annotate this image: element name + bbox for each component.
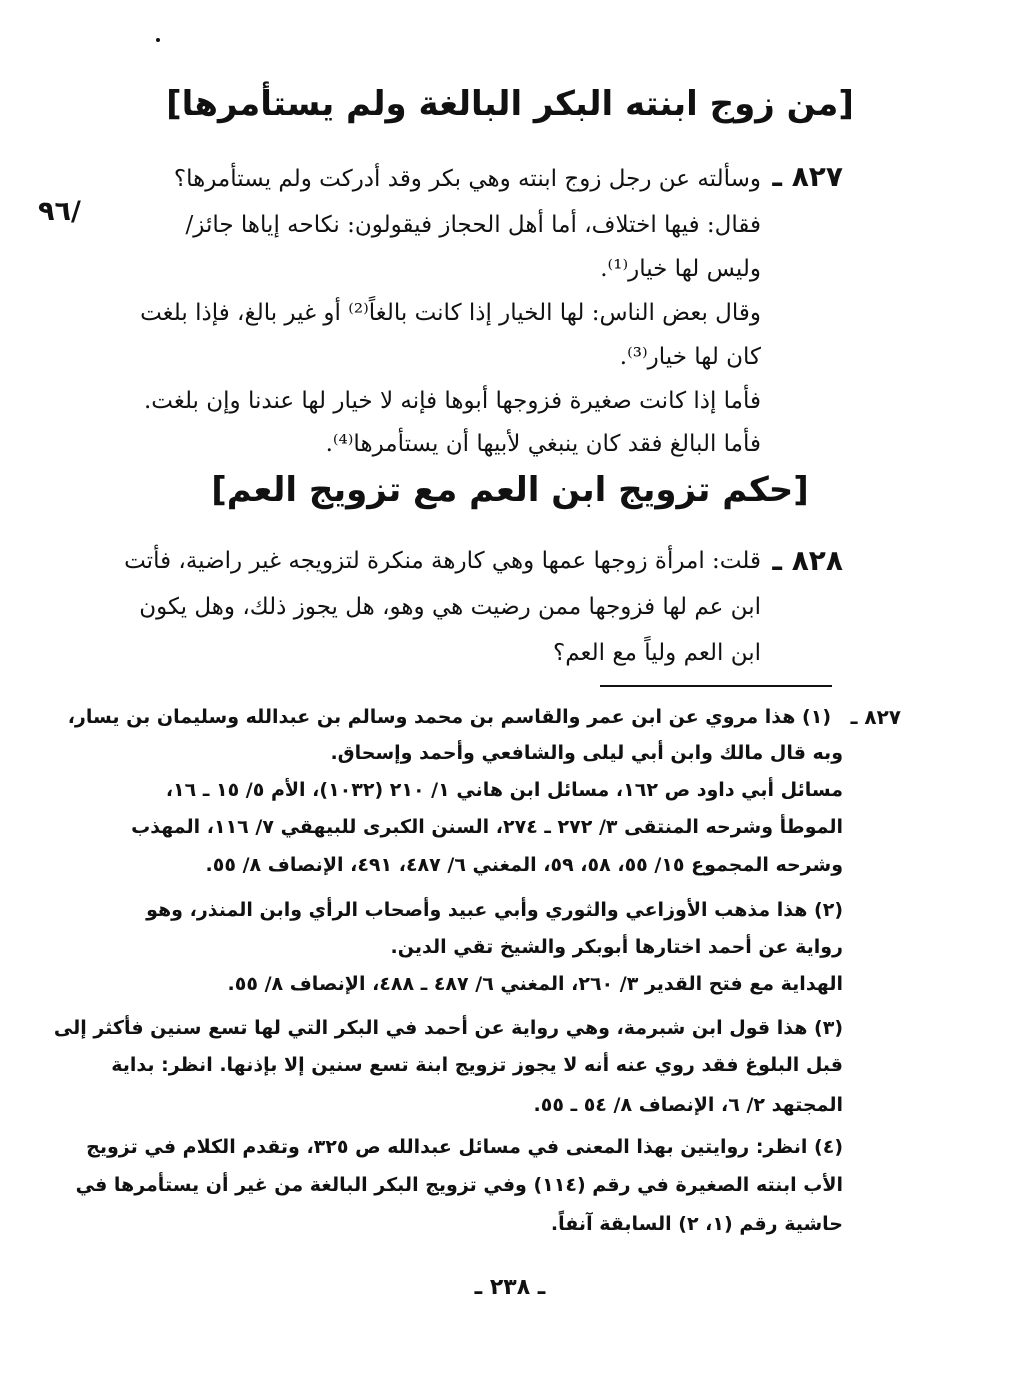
footnote-line-12: (٤) انظر: روايتين بهذا المعنى في مسائل عبدالله ص ٣٢٥، وتقدم الكلام في تزويج <box>86 1136 843 1158</box>
section-heading-1: [من زوج ابنته البكر البالغة ولم يستأمرها] <box>166 84 854 124</box>
issue-827-line-2: فقال: فيها اختلاف، أما أهل الحجاز فيقولون: نكاحه إياها جائز/ <box>185 212 761 238</box>
footnote-issue-number: ٨٢٧ ـ <box>850 705 901 729</box>
issue-827-line-3: وليس لها خيار⁽¹⁾. <box>600 256 761 282</box>
footnote-separator <box>600 685 832 687</box>
scan-speck <box>156 38 160 42</box>
footnote-line-2: وبه قال مالك وابن أبي ليلى والشافعي وأحمد وإسحاق. <box>330 742 843 764</box>
issue-828-line-2: ابن عم لها فزوجها ممن رضيت هي وهو، هل يجوز ذلك، وهل يكون <box>139 594 761 620</box>
footnote-line-13: الأب ابنته الصغيرة في رقم (١١٤) وفي تزويج البكر البالغة من غير أن يستأمرها في <box>75 1174 843 1196</box>
issue-828-line-3: ابن العم ولياً مع العم؟ <box>553 640 761 666</box>
issue-number-828: ٨٢٨ ـ <box>772 544 843 577</box>
issue-827-line-5: كان لها خيار⁽³⁾. <box>619 344 761 370</box>
footnote-line-8: الهداية مع فتح القدير ٣/ ٢٦٠، المغني ٦/ ٤٨٧ ـ ٤٨٨، الإنصاف ٨/ ٥٥. <box>227 973 843 995</box>
footnote-line-7: رواية عن أحمد اختارها أبوبكر والشيخ تقي الدين. <box>390 936 843 958</box>
margin-page-reference: ٩٦/ <box>38 196 81 227</box>
footnote-line-6: (٢) هذا مذهب الأوزاعي والثوري وأبي عبيد وأصحاب الرأي وابن المنذر، وهو <box>146 899 843 921</box>
footnote-line-9: (٣) هذا قول ابن شبرمة، وهي رواية عن أحمد في البكر التي لها تسع سنين فأكثر إلى <box>53 1017 843 1039</box>
footnote-line-3: مسائل أبي داود ص ١٦٢، مسائل ابن هاني ١/ ٢١٠ (١٠٣٢)، الأم ٥/ ١٥ ـ ١٦، <box>165 779 843 801</box>
issue-827-line-4: وقال بعض الناس: لها الخيار إذا كانت بالغاً⁽²⁾ أو غير بالغ، فإذا بلغت <box>140 300 761 326</box>
footnote-line-5: وشرحه المجموع ١٥/ ٥٥، ٥٨، ٥٩، المغني ٦/ ٤٨٧، ٤٩١، الإنصاف ٨/ ٥٥. <box>205 854 843 876</box>
issue-828-line-1: قلت: امرأة زوجها عمها وهي كارهة منكرة لتزويجه غير راضية، فأتت <box>124 548 761 574</box>
footnote-line-1: (١) هذا مروي عن ابن عمر والقاسم بن محمد وسالم بن عبدالله وسليمان بن يسار، <box>67 706 831 728</box>
issue-number-827: ٨٢٧ ـ <box>772 160 843 193</box>
footnote-line-11: المجتهد ٢/ ٦، الإنصاف ٨/ ٥٤ ـ ٥٥. <box>533 1094 843 1116</box>
footnote-line-10: قبل البلوغ فقد روي عنه أنه لا يجوز تزويج ابنة تسع سنين إلا بإذنها. انظر: بداية <box>111 1054 843 1076</box>
issue-827-line-6: فأما إذا كانت صغيرة فزوجها أبوها فإنه لا خيار لها عندنا وإن بلغت. <box>143 388 761 414</box>
issue-827-line-1: وسألته عن رجل زوج ابنته وهي بكر وقد أدركت ولم يستأمرها؟ <box>173 166 761 192</box>
section-heading-2: [حكم تزويج ابن العم مع تزويج العم] <box>211 470 809 510</box>
footnote-line-14: حاشية رقم (١، ٢) السابقة آنفاً. <box>550 1213 843 1235</box>
footnote-line-4: الموطأ وشرحه المنتقى ٣/ ٢٧٢ ـ ٢٧٤، السنن الكبرى للبيهقي ٧/ ١١٦، المهذب <box>131 816 843 838</box>
page-number: ـ ٢٣٨ ـ <box>474 1275 546 1300</box>
issue-827-line-7: فأما البالغ فقد كان ينبغي لأبيها أن يستأمرها⁽⁴⁾. <box>325 431 761 457</box>
